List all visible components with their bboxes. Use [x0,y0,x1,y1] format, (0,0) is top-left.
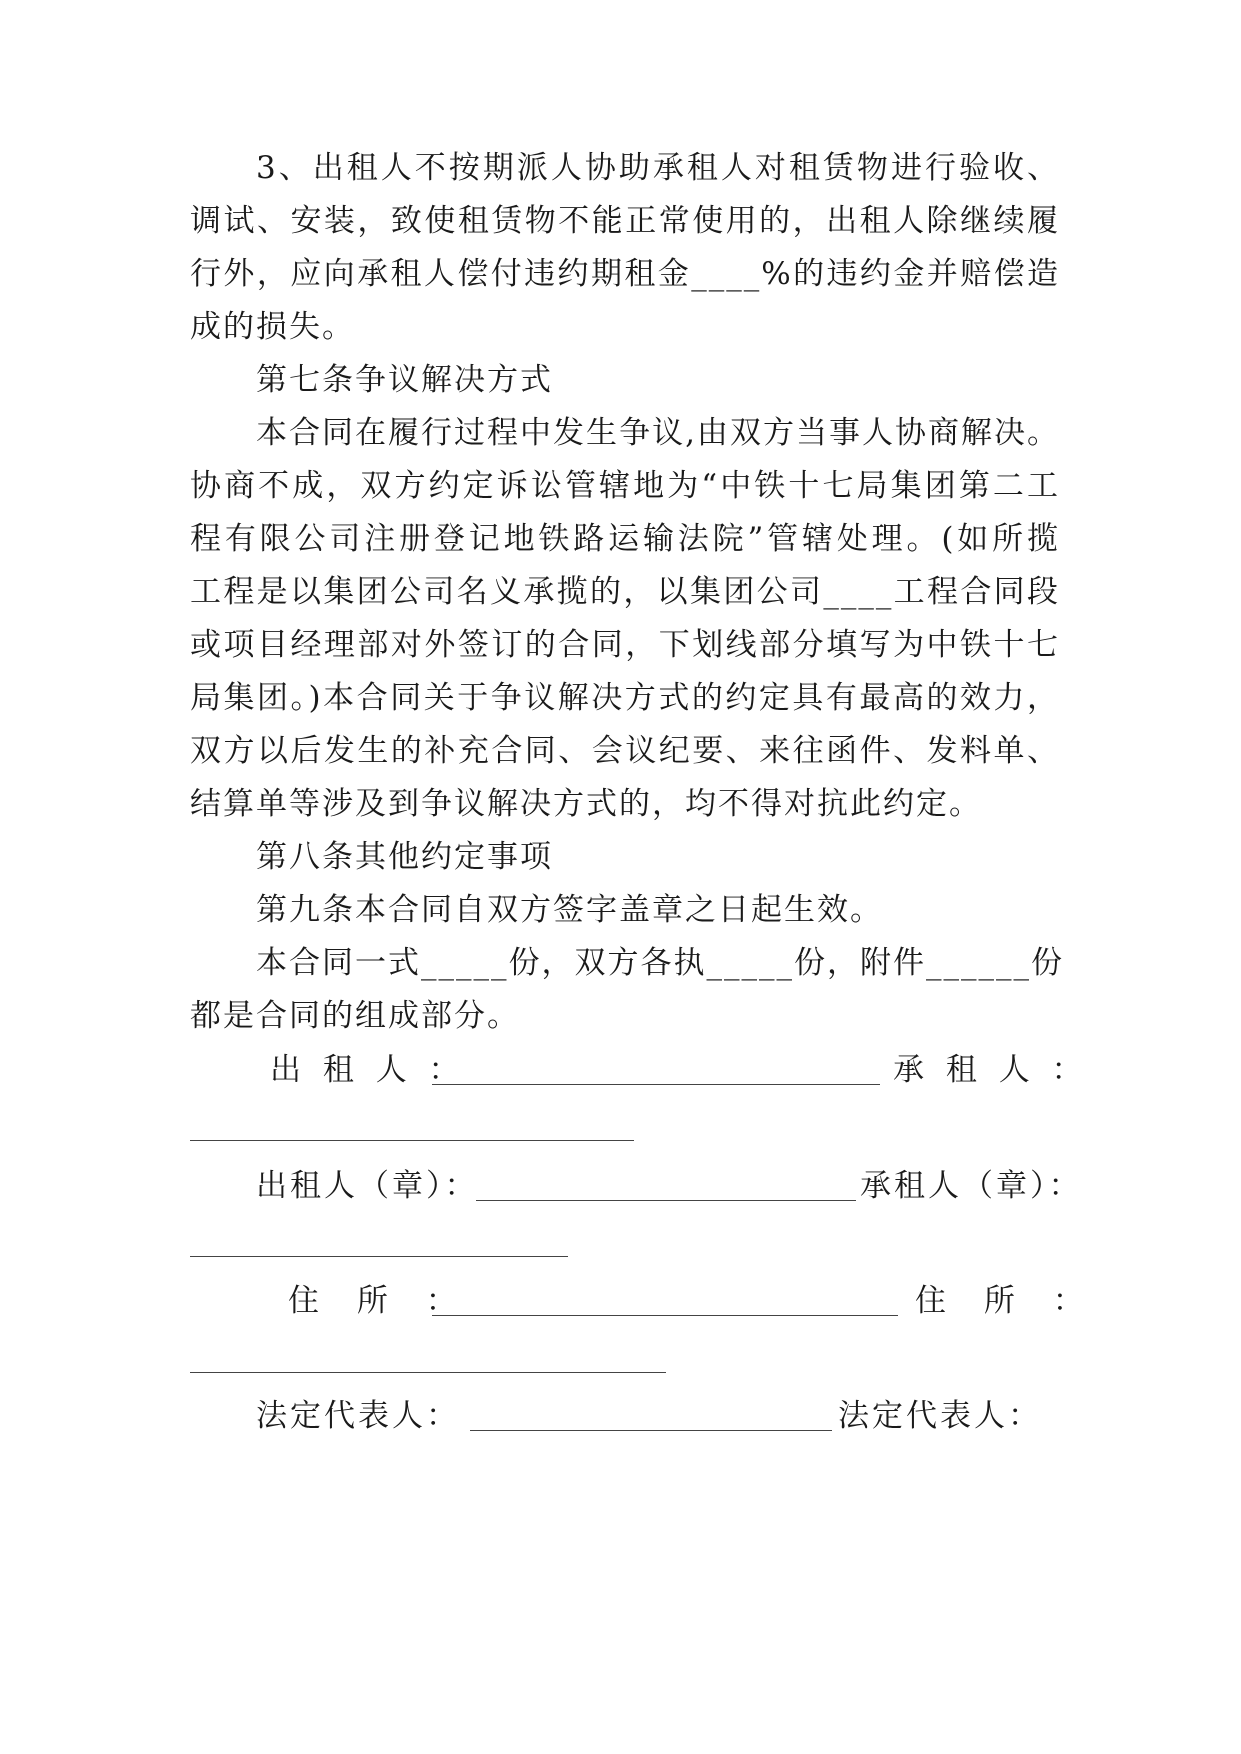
lessor-address-line [432,1315,898,1316]
body-line: 调试、安装，致使租赁物不能正常使用的，出租人除继续履 [190,203,1060,239]
body-line: 本合同一式_____份，双方各执_____份，附件______份 [256,945,1064,981]
body-line: 成的损失。 [190,309,355,345]
body-line: 协商不成，双方约定诉讼管辖地为“中铁十七局集团第二工 [190,468,1060,504]
section-heading: 第八条其他约定事项 [256,839,553,875]
lessee-seal-label: 承租人（章）： [860,1168,1083,1204]
body-line: 行外，应向承租人偿付违约期租金____%的违约金并赔偿造 [190,256,1060,292]
body-line: 结算单等涉及到争议解决方式的，均不得对抗此约定。 [190,786,982,822]
lessor-label: 出 租 人 ： [270,1052,466,1088]
lessor-seal-label: 出租人（章）： [256,1168,479,1204]
lessor-legal-rep-line [470,1430,832,1431]
section-heading: 第七条争议解决方式 [256,362,553,398]
body-line: 程有限公司注册登记地铁路运输法院”管辖处理。(如所揽 [190,521,1060,557]
lessor-signature-line [432,1084,880,1085]
lessee-signature-line [190,1140,634,1141]
section-heading: 第九条本合同自双方签字盖章之日起生效。 [256,892,883,928]
body-line: 都是合同的组成部分。 [190,998,520,1034]
lessor-legal-rep-label: 法定代表人： [256,1398,460,1434]
body-line: 局集团。)本合同关于争议解决方式的约定具有最高的效力， [190,680,1060,716]
body-line: 工程是以集团公司名义承揽的，以集团公司____工程合同段 [190,574,1060,610]
lessee-address-label: 住 所 ： [915,1283,1098,1319]
lessee-seal-line [190,1256,568,1257]
lessor-seal-line [476,1200,856,1201]
body-line: 或项目经理部对外签订的合同，下划线部分填写为中铁十七 [190,627,1060,663]
body-line: 3、出租人不按期派人协助承租人对租赁物进行验收、 [256,150,1060,186]
lessor-address-label: 住 所 ： [288,1283,471,1319]
lessee-legal-rep-label: 法定代表人： [838,1398,1042,1434]
body-line: 本合同在履行过程中发生争议,由双方当事人协商解决。 [256,415,1060,451]
body-line: 双方以后发生的补充合同、会议纪要、来往函件、发料单、 [190,733,1060,769]
lessee-address-line [190,1372,666,1373]
lessee-label: 承 租 人 ： [893,1052,1089,1088]
